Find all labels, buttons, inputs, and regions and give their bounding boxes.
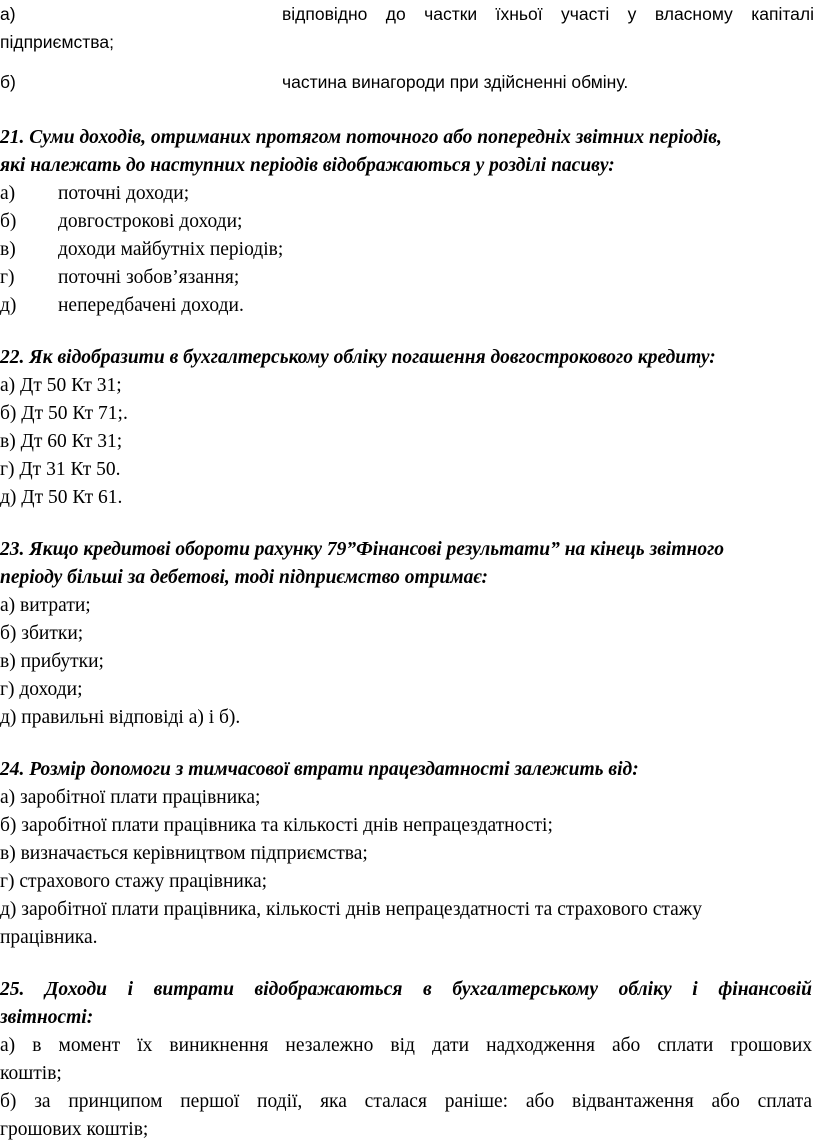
- q21-option: [0, 180, 816, 208]
- question-21-title-cont: [0, 152, 816, 180]
- option-text: доходи майбутніх періодів;: [58, 239, 284, 260]
- option-b-row: [0, 68, 816, 96]
- question-text: 22. Як відобразити в бухгалтерському обліку погашення довгострокового кредиту:: [0, 347, 716, 368]
- option-text: г) Дт 31 Кт 50.: [0, 459, 121, 480]
- q23-option: [0, 592, 816, 620]
- q25-option-a-cont: [0, 1060, 816, 1088]
- question-25-title-cont: [0, 1004, 816, 1032]
- q22-option: [0, 456, 816, 484]
- option-label: б): [0, 72, 16, 92]
- q22-option: [0, 484, 816, 512]
- question-25-title: [0, 976, 816, 1004]
- q25-option-b-cont: [0, 1116, 816, 1144]
- option-text: б) збитки;: [0, 623, 84, 644]
- question-text: 25. Доходи і витрати відображаються в бухгалтерському обліку і фінансовій: [0, 979, 812, 1000]
- question-23-title: [0, 536, 816, 564]
- q21-option: [0, 208, 816, 236]
- option-text: д) заробітної плати працівника, кількості днів непрацездатності та страхового стажу: [0, 899, 703, 920]
- option-label: г): [0, 267, 15, 288]
- option-label: д): [0, 295, 17, 316]
- option-label: б): [0, 211, 17, 232]
- question-text: періоду більші за дебетові, тоді підприємство отримає:: [0, 567, 488, 588]
- question-text: які належать до наступних періодів відображаються у розділі пасиву:: [0, 155, 615, 176]
- option-text: в) прибутки;: [0, 651, 104, 672]
- option-text: частина винагороди при здійсненні обміну.: [282, 72, 629, 92]
- option-a-row: [0, 0, 816, 28]
- q25-option-a: [0, 1032, 816, 1060]
- question-23-title-cont: [0, 564, 816, 592]
- option-text: поточні зобов’язання;: [58, 267, 240, 288]
- option-text: підприємства;: [0, 32, 114, 52]
- option-text: а) витрати;: [0, 595, 91, 616]
- q21-option: [0, 264, 816, 292]
- option-text: г) страхового стажу працівника;: [0, 871, 268, 892]
- option-text: поточні доходи;: [58, 183, 190, 204]
- option-text: а) в момент їх виникнення незалежно від дати надходження або сплати грошових: [0, 1035, 812, 1056]
- q25-option-b: [0, 1088, 816, 1116]
- question-text: 21. Суми доходів, отриманих протягом поточного або попередніх звітних періодів,: [0, 127, 722, 148]
- q24-option: [0, 840, 816, 868]
- q23-option: [0, 676, 816, 704]
- option-text: б) заробітної плати працівника та кількості днів непрацездатності;: [0, 815, 553, 836]
- q23-option: [0, 648, 816, 676]
- q24-option: [0, 868, 816, 896]
- question-text: 23. Якщо кредитові обороти рахунку 79”Фінансові результати” на кінець звітного: [0, 539, 725, 560]
- q21-option: [0, 236, 816, 264]
- option-text: б) Дт 50 Кт 71;.: [0, 403, 128, 424]
- q23-option: [0, 704, 816, 732]
- option-text: грошових коштів;: [0, 1119, 149, 1140]
- option-text: г) доходи;: [0, 679, 83, 700]
- q21-option: [0, 292, 816, 320]
- option-text: б) за принципом першої події, яка сталася раніше: або відвантаження або сплата: [0, 1091, 812, 1112]
- q22-option: [0, 372, 816, 400]
- option-label: а): [0, 4, 16, 24]
- option-text: відповідно до частки їхньої участі у власному капіталі: [282, 4, 814, 24]
- q22-option: [0, 400, 816, 428]
- option-text: д) Дт 50 Кт 61.: [0, 487, 123, 508]
- q23-option: [0, 620, 816, 648]
- q24-option: [0, 784, 816, 812]
- option-text: в) визначається керівництвом підприємства;: [0, 843, 368, 864]
- q24-option: [0, 812, 816, 840]
- option-text: непередбачені доходи.: [58, 295, 244, 316]
- q24-option-continuation: [0, 924, 816, 952]
- question-text: звітності:: [0, 1007, 94, 1028]
- option-text: довгострокові доходи;: [58, 211, 243, 232]
- q22-option: [0, 428, 816, 456]
- option-text: працівника.: [0, 927, 98, 948]
- option-label: в): [0, 239, 16, 260]
- question-24-title: [0, 756, 816, 784]
- option-label: а): [0, 183, 16, 204]
- q24-option: [0, 896, 816, 924]
- option-text: д) правильні відповіді а) і б).: [0, 707, 241, 728]
- option-text: а) заробітної плати працівника;: [0, 787, 261, 808]
- option-text: коштів;: [0, 1063, 62, 1084]
- question-text: 24. Розмір допомоги з тимчасової втрати працездатності залежить від:: [0, 759, 639, 780]
- option-text: в) Дт 60 Кт 31;: [0, 431, 123, 452]
- option-text: а) Дт 50 Кт 31;: [0, 375, 122, 396]
- question-21-title: [0, 124, 816, 152]
- question-22-title: [0, 344, 816, 372]
- option-a-continuation: [0, 28, 816, 56]
